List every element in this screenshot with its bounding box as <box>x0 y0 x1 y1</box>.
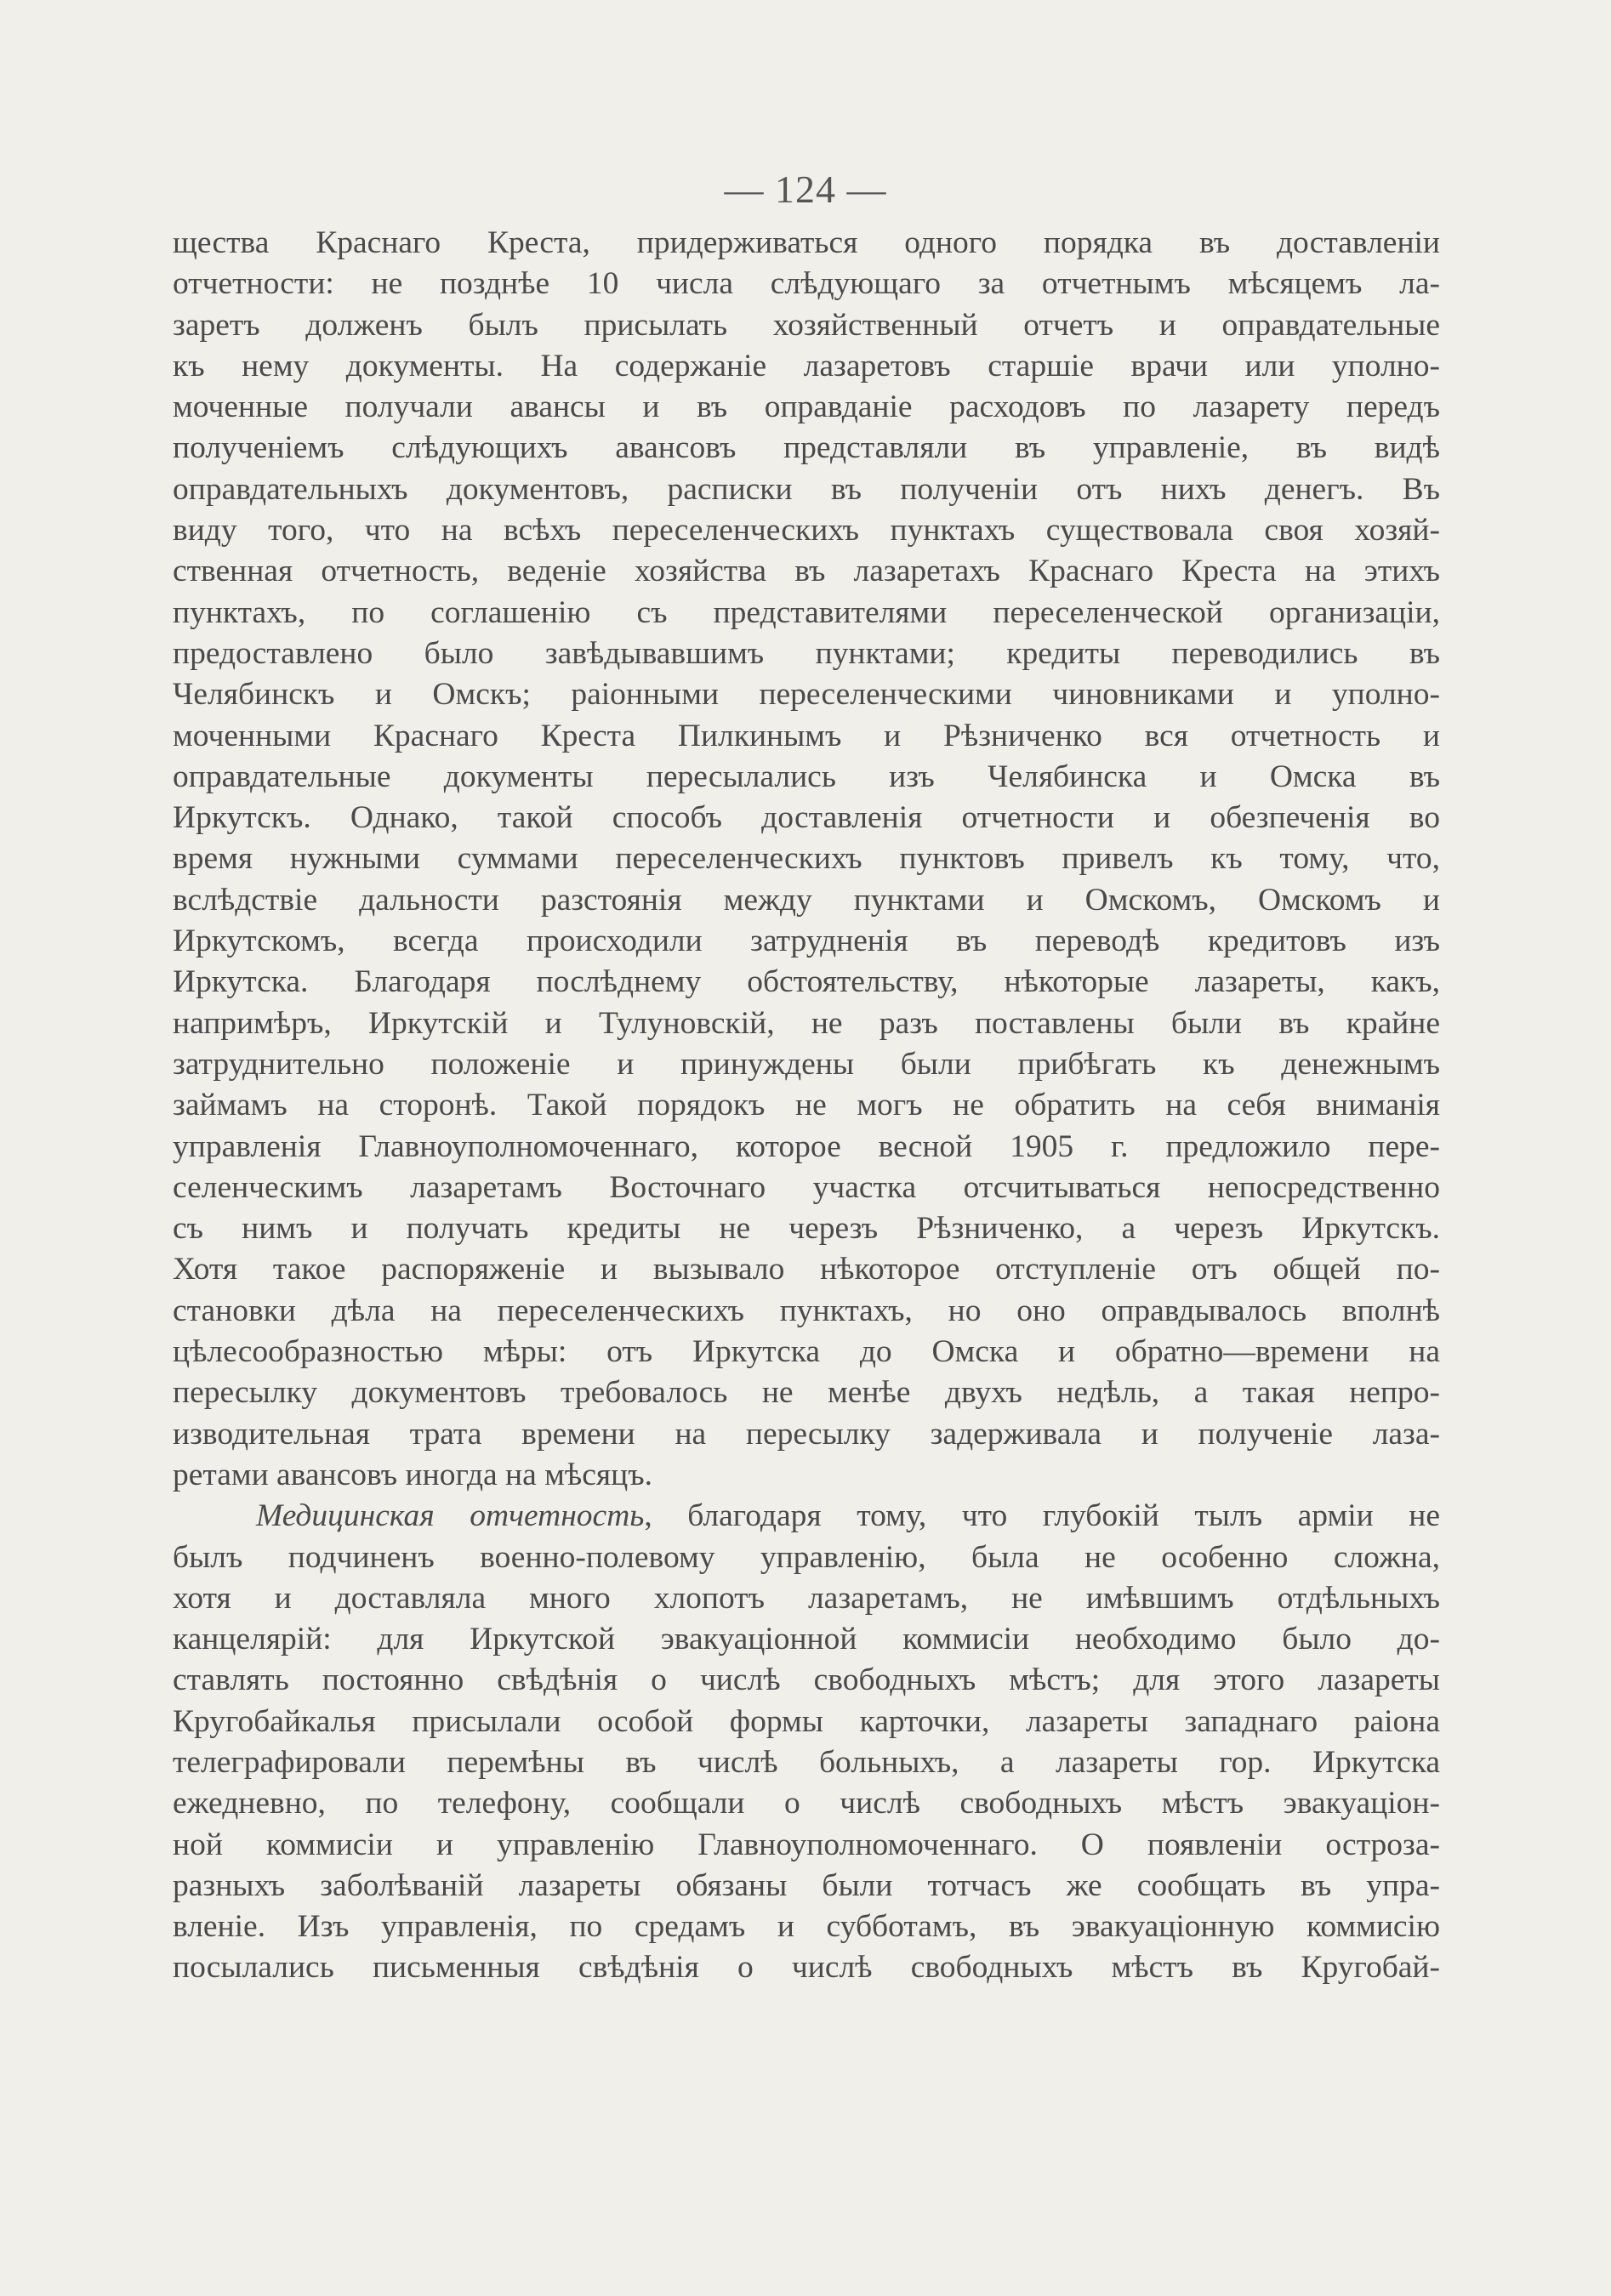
text-line: управленія Главноуполномоченнаго, которое весной 1905 г. предложило пере- <box>173 1128 1440 1164</box>
text-line <box>173 1496 1440 1537</box>
text-line: оправдательные документы пересылались изъ Челябинска и Омска въ <box>173 759 1440 794</box>
text-line: Челябинскъ и Омскъ; раіонными переселенческими чиновниками и уполно- <box>173 677 1440 713</box>
text-line: Иркутскъ. Однако, такой способъ доставленія отчетности и обезпеченія во <box>173 800 1440 836</box>
text-line: моченными Краснаго Креста Пилкинымъ и Рѣзниченко вся отчетность и <box>173 718 1440 753</box>
text-line: канцелярій: для Иркутской эвакуаціонной коммисіи необходимо было до- <box>173 1622 1440 1657</box>
section-heading: Медицинская отчетность <box>256 1498 645 1534</box>
text-fragment: , благодаря тому, что глубокій тылъ арміи не <box>644 1498 1440 1534</box>
text-line: вленіе. Изъ управленія, по средамъ и субботамъ, въ эвакуаціонную коммисію <box>173 1909 1440 1945</box>
text-line: время нужными суммами переселенческихъ пунктовъ привелъ къ тому, что, <box>173 841 1440 877</box>
text-line: становки дѣла на переселенческихъ пунктахъ, но оно оправдывалось вполнѣ <box>173 1293 1440 1328</box>
text-line: щества Краснаго Креста, придерживаться одного порядка въ доставленіи <box>173 225 1440 260</box>
text-line: хотя и доставляла много хлопотъ лазаретамъ, не имѣвшимъ отдѣльныхъ <box>173 1580 1440 1616</box>
text-line: затруднительно положеніе и принуждены были прибѣгать къ денежнымъ <box>173 1046 1440 1082</box>
text-line: пунктахъ, по соглашенію съ представителями переселенческой организаціи, <box>173 594 1440 630</box>
text-line: ставлять постоянно свѣдѣнія о числѣ свободныхъ мѣстъ; для этого лазареты <box>173 1662 1440 1698</box>
text-line: полученіемъ слѣдующихъ авансовъ представляли въ управленіе, въ видѣ <box>173 430 1440 466</box>
text-line: вслѣдствіе дальности разстоянія между пунктами и Омскомъ, Омскомъ и <box>173 882 1440 918</box>
text-line: оправдательныхъ документовъ, расписки въ полученіи отъ нихъ денегъ. Въ <box>173 471 1440 507</box>
text-line: Хотя такое распоряженіе и вызывало нѣкоторое отступленіе отъ общей по- <box>173 1252 1440 1287</box>
text-line: Иркутска. Благодаря послѣднему обстоятельству, нѣкоторые лазареты, какъ, <box>173 964 1440 1000</box>
text-line: цѣлесообразностью мѣры: отъ Иркутска до Омска и обратно—времени на <box>173 1334 1440 1370</box>
text-line: виду того, что на всѣхъ переселенческихъ пунктахъ существовала своя хозяй- <box>173 513 1440 548</box>
page-number: — 124 — <box>724 168 887 211</box>
text-line: моченные получали авансы и въ оправданіе расходовъ по лазарету передъ <box>173 389 1440 425</box>
text-line: къ нему документы. На содержаніе лазаретовъ старшіе врачи или уполно- <box>173 348 1440 384</box>
text-line: посылались письменныя свѣдѣнія о числѣ свободныхъ мѣстъ въ Кругобай- <box>173 1950 1440 1986</box>
text-line: былъ подчиненъ военно-полевому управленію, была не особенно сложна, <box>173 1539 1440 1575</box>
text-line: изводительная трата времени на пересылку задерживала и полученіе лаза- <box>173 1416 1440 1452</box>
text-line: ежедневно, по телефону, сообщали о числѣ свободныхъ мѣстъ эвакуаціон- <box>173 1786 1440 1821</box>
text-line: займамъ на сторонѣ. Такой порядокъ не могъ не обратить на себя вниманія <box>173 1088 1440 1123</box>
text-line: ной коммисіи и управленію Главноуполномоченнаго. О появленіи остроза- <box>173 1827 1440 1862</box>
text-line: съ нимъ и получать кредиты не черезъ Рѣзниченко, а черезъ Иркутскъ. <box>173 1211 1440 1247</box>
text-line: селенческимъ лазаретамъ Восточнаго участка отсчитываться непосредственно <box>173 1169 1440 1205</box>
text-line: ретами авансовъ иногда на мѣсяцъ. <box>173 1457 652 1492</box>
document-body <box>173 223 1440 1989</box>
text-line: Иркутскомъ, всегда происходили затрудненія въ переводѣ кредитовъ изъ <box>173 924 1440 959</box>
text-line: пересылку документовъ требовалось не менѣе двухъ недѣль, а такая непро- <box>173 1375 1440 1411</box>
text-line: ственная отчетность, веденіе хозяйства въ лазаретахъ Краснаго Креста на этихъ <box>173 554 1440 589</box>
text-line: телеграфировали перемѣны въ числѣ больныхъ, а лазареты гор. Иркутска <box>173 1744 1440 1780</box>
text-line: заретъ долженъ былъ присылать хозяйственный отчетъ и оправдательные <box>173 307 1440 343</box>
text-line: предоставлено было завѣдывавшимъ пунктами; кредиты переводились въ <box>173 635 1440 671</box>
text-line: напримѣръ, Иркутскій и Тулуновскій, не разъ поставлены были въ крайне <box>173 1005 1440 1041</box>
text-line: отчетности: не позднѣе 10 числа слѣдующаго за отчетнымъ мѣсяцемъ ла- <box>173 266 1440 302</box>
text-line: Кругобайкалья присылали особой формы карточки, лазареты западнаго раіона <box>173 1703 1440 1739</box>
paragraph-1 <box>173 223 1440 1496</box>
text-line: разныхъ заболѣваній лазареты обязаны были тотчасъ же сообщать въ упра- <box>173 1867 1440 1903</box>
paragraph-2 <box>173 1496 1440 1989</box>
